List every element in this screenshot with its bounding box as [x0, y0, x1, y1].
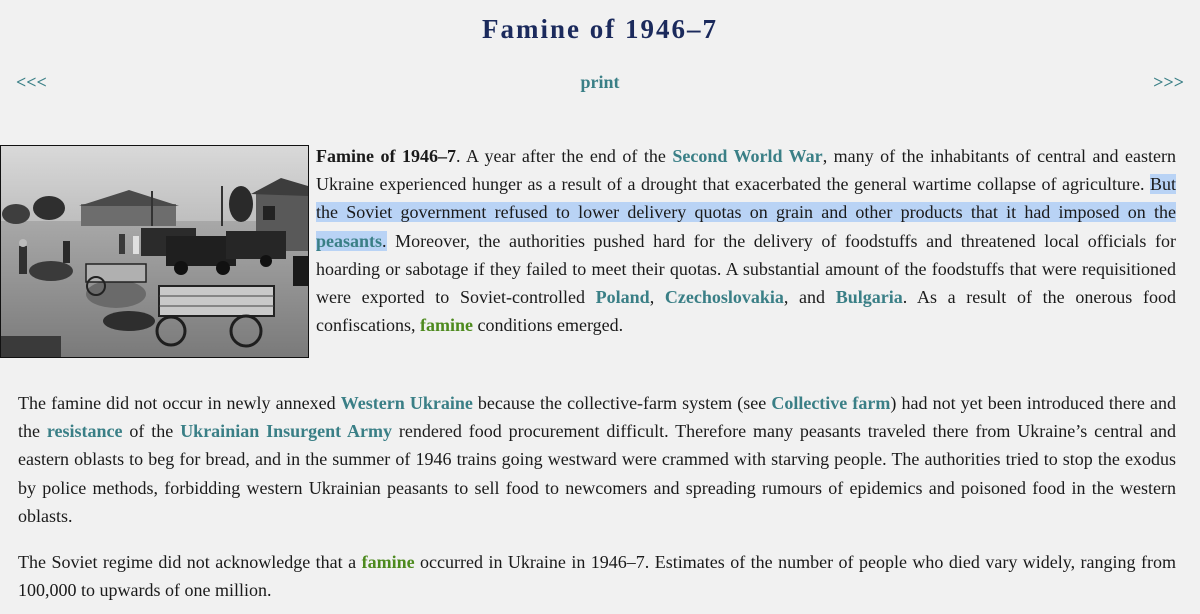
link-second-world-war[interactable]: Second World War: [672, 146, 823, 166]
link-bulgaria[interactable]: Bulgaria: [835, 287, 903, 308]
page-title: Famine of 1946–7: [482, 14, 718, 44]
link-peasants[interactable]: peasants: [316, 230, 383, 251]
link-famine[interactable]: famine: [419, 315, 473, 336]
link-famine[interactable]: famine: [361, 552, 415, 572]
text-span: because the collective-farm system (see: [472, 393, 772, 413]
text-span: ,: [649, 287, 665, 308]
print-link[interactable]: print: [580, 72, 620, 92]
link-ukrainian-insurgent-army[interactable]: Ukrainian Insurgent Army: [180, 421, 392, 442]
text-span: . A year after the end of the: [455, 146, 673, 166]
paragraph-intro: [316, 142, 1176, 339]
link-collective-farm[interactable]: Collective farm: [771, 393, 891, 413]
text-span: . As a result of the onerous food confiscations,: [316, 287, 1176, 336]
text-span: But the Soviet government refused to lower delivery quotas on grain and other products that it had imposed on the: [316, 174, 1176, 223]
previous-entry-link[interactable]: <<<: [16, 72, 47, 92]
text-span: Moreover, the authorities pushed hard for the delivery of foodstuffs and threatened local officials for hoarding or sabotage if they failed to meet their quotas. A substantial amount of the foodstuffs that were requisitioned were exported to Soviet-controlled: [316, 230, 1176, 308]
print-container: [0, 72, 1200, 93]
paragraph-acknowledgement: [18, 548, 1176, 604]
text-span: The famine did not occur in newly annexed: [18, 393, 341, 413]
link-resistance[interactable]: resistance: [46, 421, 123, 442]
text-span: , many of the inhabitants of central and eastern Ukraine experienced hunger as a result of a drought that exacerbated the general wartime collapse of agriculture.: [316, 146, 1176, 195]
text-span: occurred in Ukraine in 1946–7. Estimates of the number of people who died vary widely, ranging from 100,000 to upwards of one million.: [18, 552, 1176, 601]
text-span: , and: [783, 287, 836, 308]
text-span: conditions emerged.: [472, 315, 624, 336]
link-czechoslovakia[interactable]: Czechoslovakia: [664, 287, 784, 308]
entry-headword: Famine of 1946–7: [316, 146, 456, 166]
text-span: ) had not yet been introduced there and the: [18, 393, 1176, 442]
text-span: .: [382, 230, 387, 251]
paragraph-western-ukraine: [18, 389, 1176, 530]
famine-photo: [0, 145, 309, 358]
text-span: rendered food procurement difficult. Therefore many peasants traveled there from Ukraine’s central and eastern oblasts to beg for bread, and in the summer of 1946 trains going westward were crammed with starving people. The authorities tried to stop the exodus by police methods, forbidding western Ukrainian peasants to sell food to newcomers and spreading rumours of epidemics and poisoned food in the western oblasts.: [18, 421, 1176, 526]
text-span: of the: [122, 421, 181, 442]
text-span: The Soviet regime did not acknowledge that a: [18, 552, 362, 572]
next-entry-link[interactable]: >>>: [1153, 72, 1184, 92]
link-western-ukraine[interactable]: Western Ukraine: [340, 393, 473, 413]
link-poland[interactable]: Poland: [595, 287, 650, 308]
